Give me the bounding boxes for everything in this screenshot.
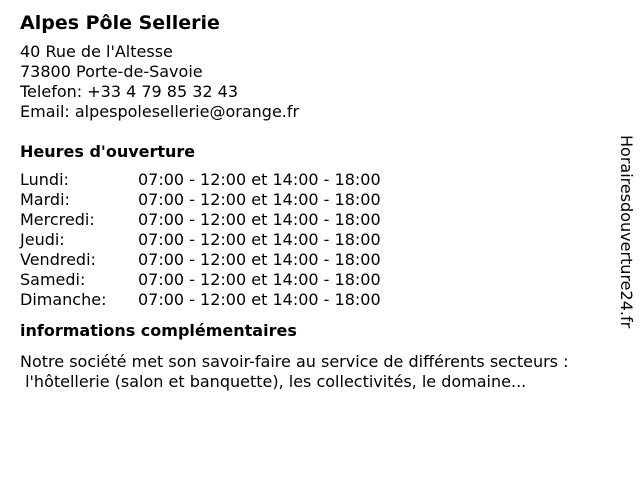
hours-row-monday [20, 170, 620, 190]
hours-day: Dimanche: [20, 290, 107, 309]
hours-row-friday [20, 250, 620, 270]
hours-time: 07:00 - 12:00 et 14:00 - 18:00 [138, 290, 381, 309]
site-watermark: Horairesdouverture24.fr [617, 135, 636, 329]
hours-day: Jeudi: [20, 230, 65, 249]
hours-row-thursday [20, 230, 620, 250]
postal-city: 73800 Porte-de-Savoie [20, 62, 203, 81]
hours-time: 07:00 - 12:00 et 14:00 - 18:00 [138, 230, 381, 249]
info-line: Notre société met son savoir-faire au service de différents secteurs : [20, 352, 569, 371]
hours-day: Mercredi: [20, 210, 95, 229]
hours-time: 07:00 - 12:00 et 14:00 - 18:00 [138, 250, 381, 269]
hours-day: Samedi: [20, 270, 86, 289]
hours-heading: Heures d'ouverture [20, 142, 196, 161]
business-card [20, 10, 620, 392]
phone-line: Telefon: +33 4 79 85 32 43 [20, 82, 239, 101]
hours-time: 07:00 - 12:00 et 14:00 - 18:00 [138, 270, 381, 289]
hours-row-wednesday [20, 210, 620, 230]
hours-time: 07:00 - 12:00 et 14:00 - 18:00 [138, 210, 381, 229]
hours-day: Vendredi: [20, 250, 96, 269]
hours-day: Mardi: [20, 190, 70, 209]
street-address: 40 Rue de l'Altesse [20, 42, 173, 61]
hours-day: Lundi: [20, 170, 69, 189]
address-block [20, 42, 620, 122]
business-name: Alpes Pôle Sellerie [20, 12, 220, 34]
hours-table [20, 170, 620, 310]
info-line: l'hôtellerie (salon et banquette), les collectivités, le domaine... [20, 372, 527, 391]
hours-time: 07:00 - 12:00 et 14:00 - 18:00 [138, 190, 381, 209]
hours-time: 07:00 - 12:00 et 14:00 - 18:00 [138, 170, 381, 189]
email-line: Email: alpespolesellerie@orange.fr [20, 102, 300, 121]
hours-row-saturday [20, 270, 620, 290]
info-heading: informations complémentaires [20, 321, 297, 340]
info-description [20, 352, 620, 392]
hours-row-sunday [20, 290, 620, 310]
hours-row-tuesday [20, 190, 620, 210]
